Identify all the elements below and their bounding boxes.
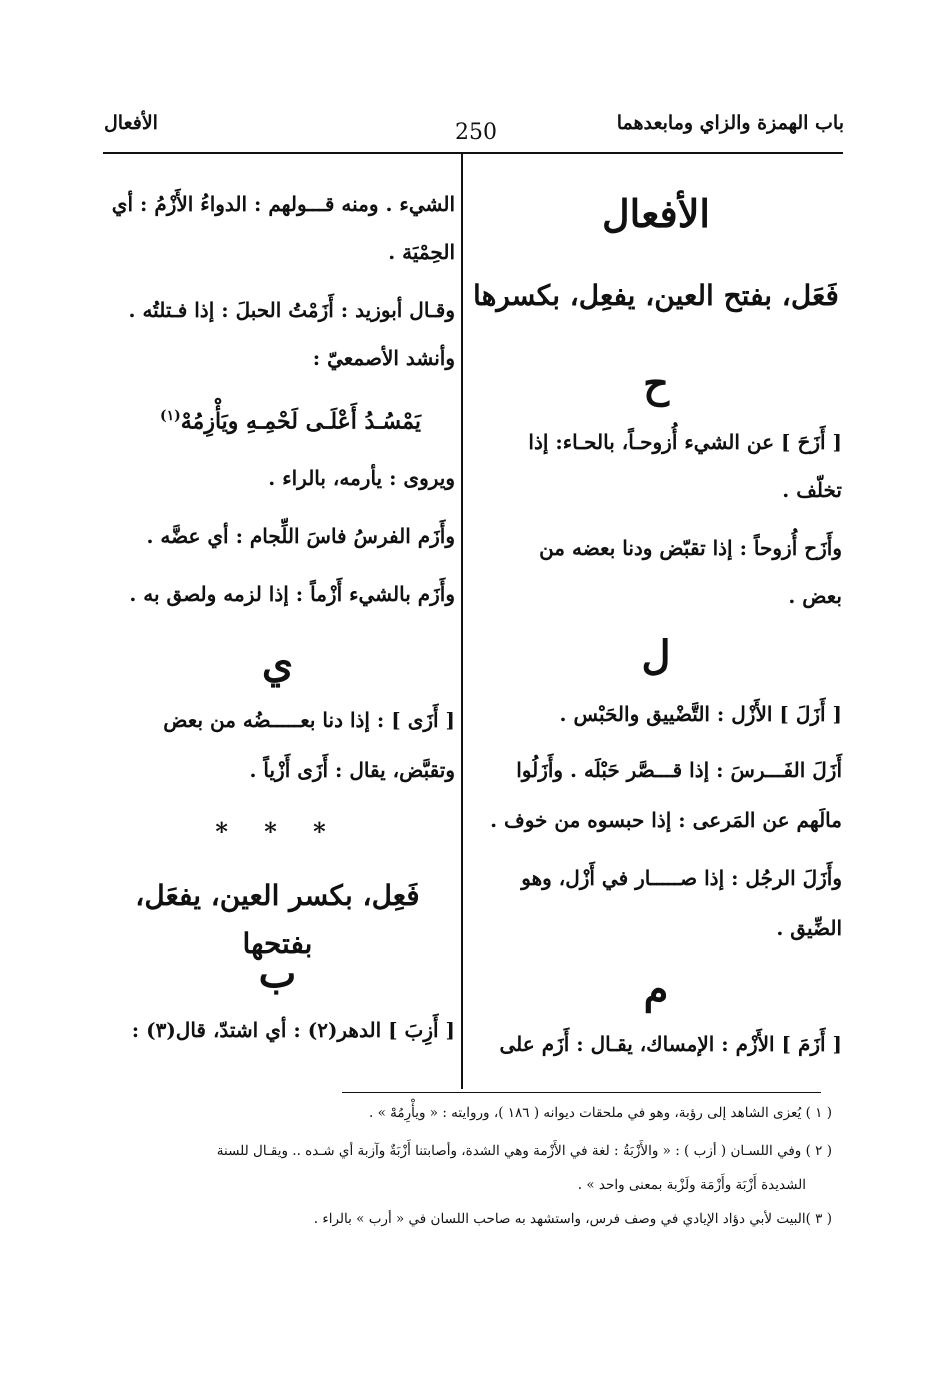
footnote-3: ( ٣ )البيت لأبي دؤاد الإيادي في وصف فرس، واستشهد به صاحب اللسان في « أرب » بالراء . — [313, 1211, 832, 1227]
chapter-title: فَعَل، بفتح العين، يفعِل، بكسرها — [473, 279, 839, 312]
entry-line: [ أَزَمَ ] الأَزْم : الإمساك، يقـال : أَزَم على — [499, 1032, 842, 1056]
entry-line: تخلّف . — [782, 478, 842, 502]
letter-heading-lam: ل — [641, 632, 671, 679]
footnote-2: ( ٢ ) وفي اللسـان ( أزب ) : « والأَزْبَةُ : لغة في الأَزْمة وهي الشدة، وأصابتنا أَزْبَةٌ وآزبة أي شـده .. ويقـال للسنة — [216, 1143, 832, 1159]
letter-heading-ba: ب — [258, 950, 297, 997]
entry-line: وتقبَّض، يقال : أَزَى أَزْياً . — [249, 758, 455, 782]
entry-line: [ أَزَى ] : إذا دنا بعـــــضُه من بعض — [163, 708, 455, 732]
letter-heading-ha: ح — [643, 360, 669, 407]
footnote-rule — [342, 1092, 821, 1093]
column-divider — [461, 154, 463, 1089]
footnote-2-continued: الشديدة أَزْبَة وأَزْمَة ولَزْبة بمعنى واحد » . — [577, 1177, 806, 1193]
entry-line: وأَزَلَ الرجُل : إذا صـــــار في أَزْل، وهو — [521, 866, 842, 890]
entry-line: وأنشد الأصمعيّ : — [312, 346, 455, 370]
footnote-1: ( ١ ) يُعزى الشاهد إلى رؤبة، وهو في ملحقات ديوانه ( ١٨٦ )، وروايته : « ويأْرِمُهْ » . — [368, 1105, 832, 1121]
section-separator: * * * — [215, 817, 340, 846]
entry-line: بعض . — [788, 584, 842, 608]
running-header-chapter: باب الهمزة والزاي ومابعدهما — [616, 112, 844, 134]
running-header-section: الأفعال — [104, 112, 158, 134]
entry-line: الشيء . ومنه قـــولهم : الدواءُ الأَزْمُ : أي — [111, 192, 455, 216]
entry-line: وقـال أبوزيد : أَزَمْتُ الحبلَ : إذا فـتلتُه . — [128, 298, 455, 322]
poetry-verse — [100, 392, 421, 445]
letter-heading-ya: ي — [261, 640, 294, 687]
letter-heading-mim: م — [643, 966, 669, 1013]
entry-line: أَزَلَ الفَـــرسَ : إذا قـــصَّر حَبْلَه . وأَزَلُوا — [516, 758, 842, 782]
entry-line: [ أَزِبَ ] الدهر(٢) : أي اشتدّ، قال(٣) : — [131, 1018, 455, 1042]
section-title: الأفعال — [602, 191, 710, 236]
chapter-title: فَعِل، بكسر العين، يفعَل، بفتحها — [135, 879, 420, 960]
entry-line: الحِمْيَة . — [388, 240, 455, 264]
entry-line: الضِّيق . — [776, 916, 842, 940]
entry-line: وأَزَح أُزوحاً : إذا تقبّض ودنا بعضه من — [539, 536, 842, 560]
entry-line: وأَزَم بالشيء أَزْماً : إذا لزمه ولصق به . — [129, 582, 455, 606]
footnote-marker: (١) — [159, 408, 181, 424]
header-rule — [103, 152, 843, 154]
entry-line: [ أَزَحَ ] عن الشيء أُزوحـاً، بالحـاء: إذا — [528, 430, 842, 454]
verse-text: يَمْسُـدُ أَعْلَـى لَحْمِـهِ ويَأْزِمُهْ — [180, 408, 421, 435]
entry-line: ويروى : يأرمه، بالراء . — [268, 466, 455, 490]
entry-line: [ أَزَلَ ] الأَزْل : التَّضْييق والحَبْس . — [559, 702, 842, 726]
entry-line: مالَهم عن المَرعى : إذا حبسوه من خوف . — [490, 808, 842, 832]
entry-line: وأَزَم الفرسُ فاسَ اللِّجام : أي عضَّه . — [146, 524, 455, 548]
page-number: 250 — [455, 120, 497, 145]
